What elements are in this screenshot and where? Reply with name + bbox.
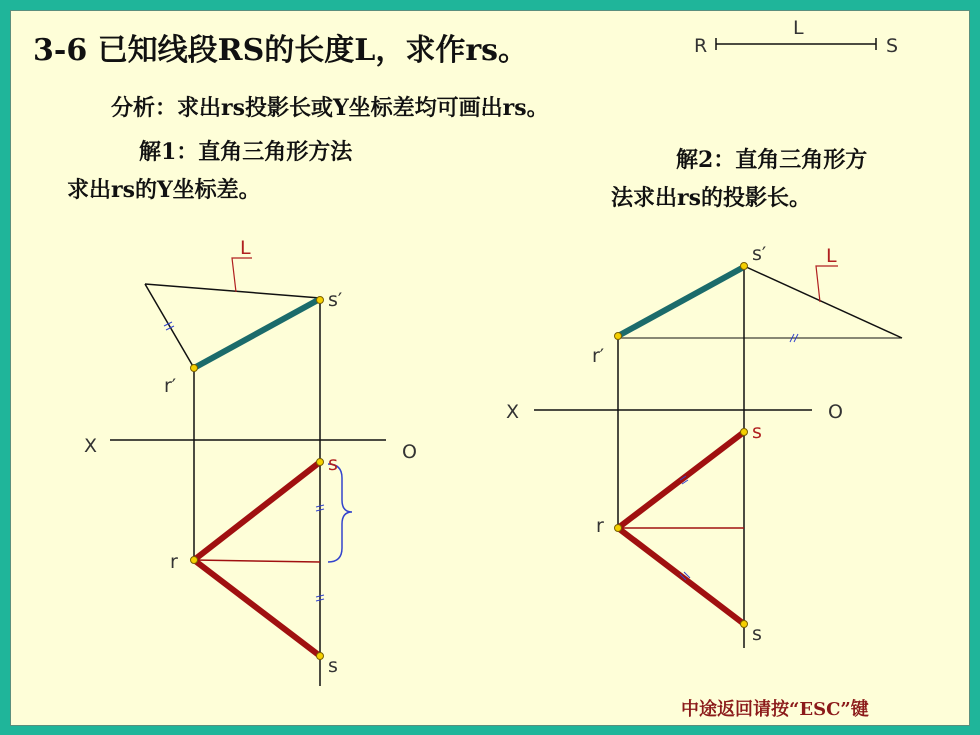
solution2-line2: 法求出rs的投影长。 <box>611 185 811 211</box>
esc-hint: 中途返回请按“ESC”键 <box>681 699 869 720</box>
label-r-prime-1: r′ <box>164 375 177 397</box>
label-s1-2: s <box>752 421 762 443</box>
point-r-prime-2 <box>615 333 622 340</box>
legend-length: L <box>793 17 804 39</box>
label-r-2: r <box>596 515 604 537</box>
solution2-diagram <box>506 243 902 648</box>
axis-o-label-2: O <box>828 401 843 423</box>
point-r-prime-1 <box>191 365 198 372</box>
point-s1-1 <box>317 459 324 466</box>
label-s-prime-1: s′ <box>328 289 343 311</box>
analysis-text: 分析：求出rs投影长或Y坐标差均可画出rs。 <box>111 95 549 121</box>
y-difference-brace <box>328 464 352 562</box>
length-label-1: L <box>240 237 251 259</box>
point-r-2 <box>615 525 622 532</box>
solution1-line1: 解1：直角三角形方法 <box>139 139 353 165</box>
label-s-prime-2: s′ <box>752 243 767 265</box>
solution1-diagram <box>84 237 417 686</box>
legend-s: S <box>886 35 899 57</box>
label-r-prime-2: r′ <box>592 345 605 367</box>
axis-x-label-2: X <box>506 401 520 423</box>
point-s1-2 <box>741 429 748 436</box>
problem-title: 3-6 已知线段RS的长度L，求作rs。 <box>33 33 529 68</box>
point-s2-1 <box>317 653 324 660</box>
label-s1-1: s <box>328 453 338 475</box>
label-s2-1: s <box>328 655 338 677</box>
point-s-prime-2 <box>741 263 748 270</box>
solution2-line1: 解2：直角三角形方 <box>676 147 868 173</box>
solution1-line2: 求出rs的Y坐标差。 <box>67 177 261 203</box>
legend-r: R <box>694 35 708 57</box>
point-s2-2 <box>741 621 748 628</box>
length-label-2: L <box>826 245 837 267</box>
given-segment <box>694 17 898 57</box>
axis-x-label-1: X <box>84 435 98 457</box>
axis-o-label-1: O <box>402 441 417 463</box>
label-r-1: r <box>170 551 178 573</box>
point-s-prime-1 <box>317 297 324 304</box>
label-s2-2: s <box>752 623 762 645</box>
point-r-1 <box>191 557 198 564</box>
